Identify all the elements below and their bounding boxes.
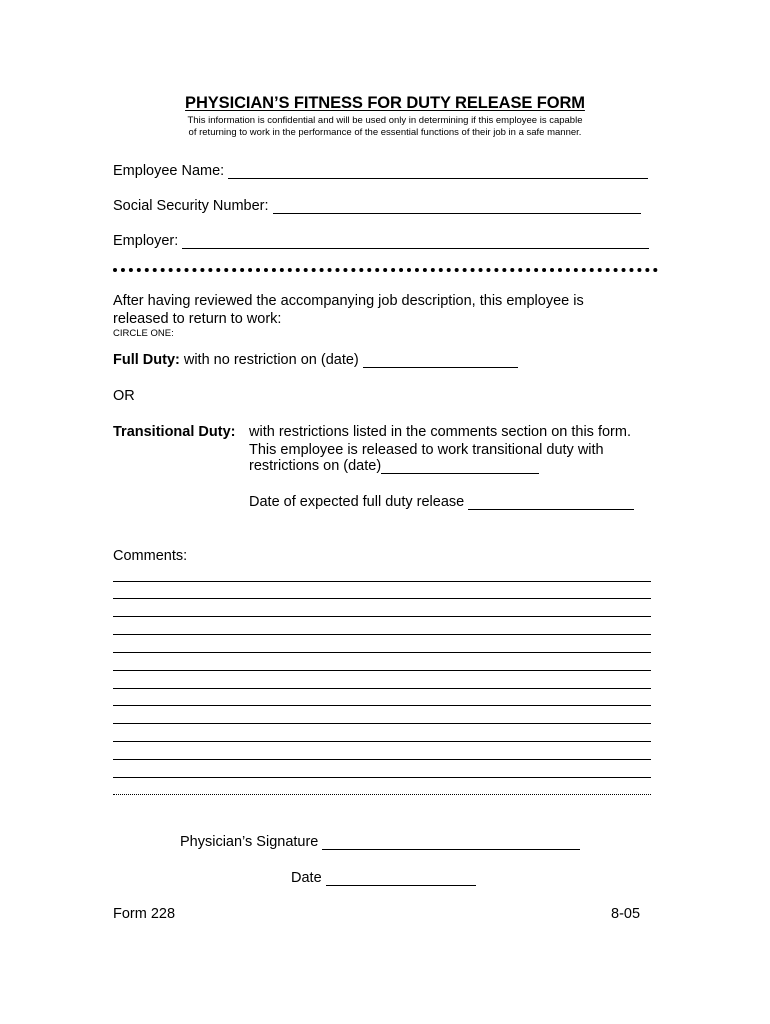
transitional-date-field[interactable]	[249, 458, 539, 474]
comment-line[interactable]	[113, 794, 651, 795]
circle-one-label: CIRCLE ONE:	[113, 328, 174, 339]
subtitle-line-2: of returning to work in the performance of the essential functions of their job in a safe manner.	[188, 127, 582, 138]
physician-signature-line[interactable]	[322, 836, 580, 850]
employer-field[interactable]	[113, 233, 649, 249]
comment-line[interactable]	[113, 741, 651, 742]
comment-line[interactable]	[113, 634, 651, 635]
ssn-label: Social Security Number:	[113, 198, 269, 214]
employer-label: Employer:	[113, 233, 179, 249]
form-title: PHYSICIAN’S FITNESS FOR DUTY RELEASE FORM	[185, 94, 585, 112]
signature-date-line[interactable]	[326, 872, 476, 886]
expected-release-field[interactable]	[249, 494, 634, 510]
comment-line[interactable]	[113, 759, 651, 760]
employee-name-field[interactable]	[113, 163, 648, 179]
comment-line[interactable]	[113, 581, 651, 582]
comment-line[interactable]	[113, 688, 651, 689]
comments-label: Comments:	[113, 548, 188, 564]
full-duty-option[interactable]	[113, 352, 518, 368]
form-revision: 8-05	[611, 906, 641, 922]
comment-line[interactable]	[113, 598, 651, 599]
comment-line[interactable]	[113, 670, 651, 671]
comment-line[interactable]	[113, 652, 651, 653]
expected-release-line[interactable]	[468, 496, 634, 510]
form-number: Form 228	[113, 906, 176, 922]
or-label: OR	[113, 388, 135, 404]
subtitle-line-1: This information is confidential and will be used only in determining if this employee is capable	[187, 115, 583, 126]
comment-line[interactable]	[113, 777, 651, 778]
employee-name-line[interactable]	[228, 165, 648, 179]
comment-line[interactable]	[113, 616, 651, 617]
transitional-duty-label[interactable]: Transitional Duty:	[113, 424, 236, 440]
comment-line[interactable]	[113, 705, 651, 706]
transitional-line-3: restrictions on (date)	[249, 458, 382, 474]
transitional-line-1: with restrictions listed in the comments section on this form.	[249, 424, 631, 440]
release-intro-line-1: After having reviewed the accompanying job description, this employee is	[113, 293, 584, 309]
employer-line[interactable]	[182, 235, 649, 249]
employee-name-label: Employee Name:	[113, 163, 225, 179]
comment-line[interactable]	[113, 723, 651, 724]
transitional-date-line[interactable]	[381, 460, 539, 474]
full-duty-label: Full Duty:	[113, 352, 180, 368]
section-divider	[113, 268, 658, 272]
signature-date-label: Date	[291, 870, 322, 886]
signature-date-field[interactable]	[291, 870, 476, 886]
full-duty-text: with no restriction on (date)	[183, 352, 359, 368]
physician-signature-field[interactable]	[180, 834, 580, 850]
ssn-line[interactable]	[273, 200, 641, 214]
full-duty-date-line[interactable]	[363, 354, 518, 368]
ssn-field[interactable]	[113, 198, 641, 214]
transitional-line-2: This employee is released to work transitional duty with	[249, 442, 604, 458]
expected-release-label: Date of expected full duty release	[249, 494, 465, 510]
physician-signature-label: Physician’s Signature	[180, 834, 319, 850]
release-intro-line-2: released to return to work:	[113, 311, 282, 327]
